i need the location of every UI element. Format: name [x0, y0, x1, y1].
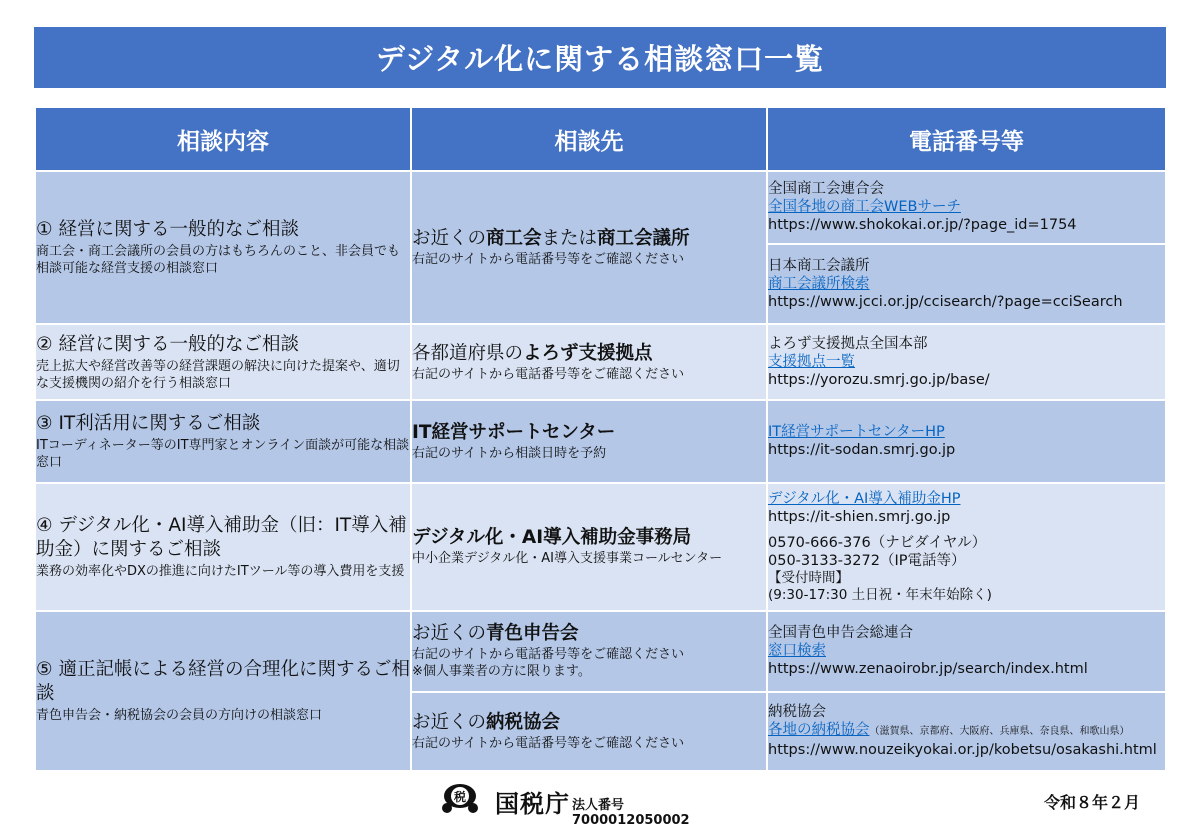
contact-name: IT経営サポートセンター [412, 421, 616, 443]
topic-cell [35, 400, 411, 482]
svg-text:税: 税 [453, 790, 467, 804]
contact-sub: 右記のサイトから相談日時を予約 [412, 445, 607, 461]
contact-sub: 右記のサイトから電話番号等をご確認ください [412, 735, 685, 751]
url-text: https://it-shien.smrj.go.jp [768, 508, 951, 525]
contact-name: デジタル化・AI導入補助金事務局 [412, 527, 692, 549]
phone-number: 050-3133-3272（IP電話等） [768, 552, 966, 569]
table-row [35, 171, 1166, 243]
table-row [35, 483, 1166, 612]
hours-text: (9:30-17:30 土日祝・年末年始除く) [768, 586, 992, 603]
nta-logo [438, 780, 738, 828]
page-title: デジタル化に関する相談窓口一覧 [34, 27, 1166, 88]
phone-cell [767, 324, 1166, 400]
url-text: https://www.nouzeikyokai.or.jp/kobetsu/osakashi.html [768, 742, 1157, 759]
consultation-table [34, 106, 1167, 772]
phone-cell [767, 244, 1166, 324]
phone-cell [767, 611, 1166, 691]
org-name: 日本商工会議所 [768, 257, 870, 274]
search-link[interactable]: 商工会議所検索 [768, 275, 870, 292]
hours-label: 【受付時間】 [768, 569, 849, 586]
contact-name: 商工会議所 [597, 228, 690, 250]
topic-title: ④ デジタル化・AI導入補助金（旧：IT導入補助金）に関するご相談 [36, 514, 407, 560]
contact-name: 納税協会 [486, 711, 561, 733]
org-name: 納税協会 [768, 704, 826, 721]
search-link[interactable]: 支援拠点一覧 [768, 354, 855, 371]
url-text: https://www.shokokai.or.jp/?page_id=1754 [768, 217, 1077, 234]
contact-name: 青色申告会 [486, 623, 579, 645]
phone-number: 0570-666-376（ナビダイヤル） [768, 534, 987, 551]
contact-sub: 中小企業デジタル化・AI導入支援事業コールセンター [412, 551, 723, 567]
phone-cell [767, 483, 1166, 612]
contact-sub: 右記のサイトから電話番号等をご確認ください [412, 252, 685, 268]
topic-cell [35, 611, 411, 771]
homepage-link[interactable]: IT経営サポートセンターHP [768, 424, 945, 441]
url-text: https://yorozu.smrj.go.jp/base/ [768, 372, 990, 389]
url-text: https://www.jcci.or.jp/ccisearch/?page=cciSearch [768, 293, 1123, 310]
topic-title: ⑤ 適正記帳による経営の合理化に関するご相談 [36, 659, 410, 705]
search-link[interactable]: 全国各地の商工会WEBサーチ [768, 199, 961, 216]
contact-cell: お近くの納税協会 右記のサイトから電話番号等をご確認ください [411, 692, 767, 771]
agency-name: 国税庁 [495, 790, 570, 818]
topic-desc: 青色申告会・納税協会の会員の方向けの相談窓口 [36, 708, 323, 724]
topic-cell [35, 324, 411, 400]
search-link[interactable]: 各地の納税協会 [768, 722, 870, 739]
contact-cell [411, 483, 767, 612]
contact-cell: お近くの青色申告会 右記のサイトから電話番号等をご確認ください ※個人事業者の方に限ります。 [411, 611, 767, 691]
nta-mark-icon [438, 780, 488, 816]
topic-desc: ITコーディネーター等のIT専門家とオンライン面談が可能な相談窓口 [36, 437, 410, 470]
phone-cell [767, 692, 1166, 771]
topic-title: ③ IT利活用に関するご相談 [36, 412, 261, 434]
topic-desc: 売上拡大や経営改善等の経営課題の解決に向けた提案や、適切な支援機関の紹介を行う相談窓口 [36, 358, 400, 391]
contact-name: 商工会 [486, 228, 542, 250]
header-topic: 相談内容 [35, 107, 411, 171]
org-name: よろず支援拠点全国本部 [768, 336, 928, 353]
url-text: https://it-sodan.smrj.go.jp [768, 442, 956, 459]
contact-name: よろず支援拠点 [523, 342, 653, 364]
contact-note: ※個人事業者の方に限ります。 [412, 664, 591, 680]
url-text: https://www.zenaoirobr.jp/search/index.html [768, 661, 1088, 678]
contact-cell [411, 400, 767, 482]
header-contact: 相談先 [411, 107, 767, 171]
phone-cell [767, 171, 1166, 243]
org-name: 全国青色申告会総連合 [768, 625, 913, 642]
org-name: 全国商工会連合会 [768, 181, 884, 198]
table-row [35, 611, 1166, 691]
corp-number: 法人番号 7000012050002 [572, 798, 690, 828]
topic-cell [35, 483, 411, 612]
issue-date: 令和８年２月 [1044, 793, 1141, 812]
contact-cell: 各都道府県のよろず支援拠点 右記のサイトから電話番号等をご確認ください [411, 324, 767, 400]
homepage-link[interactable]: デジタル化・AI導入補助金HP [768, 490, 961, 507]
topic-title: ② 経営に関する一般的なご相談 [36, 333, 299, 355]
header-phone: 電話番号等 [767, 107, 1166, 171]
contact-sub: 右記のサイトから電話番号等をご確認ください [412, 366, 685, 382]
contact-cell: お近くの商工会または商工会議所 右記のサイトから電話番号等をご確認ください [411, 171, 767, 324]
phone-cell [767, 400, 1166, 482]
table-row [35, 400, 1166, 482]
topic-title: ① 経営に関する一般的なご相談 [36, 219, 299, 241]
topic-desc: 商工会・商工会議所の会員の方はもちろんのこと、非会員でも相談可能な経営支援の相談窓口 [36, 244, 401, 277]
search-link[interactable]: 窓口検索 [768, 643, 826, 660]
table-header-row [35, 107, 1166, 171]
prefecture-note: （滋賀県、京都府、大阪府、兵庫県、奈良県、和歌山県） [869, 726, 1130, 738]
table-row [35, 324, 1166, 400]
topic-cell [35, 171, 411, 324]
contact-sub: 右記のサイトから電話番号等をご確認ください [412, 647, 685, 663]
topic-desc: 業務の効率化やDXの推進に向けたITツール等の導入費用を支援 [36, 563, 405, 579]
